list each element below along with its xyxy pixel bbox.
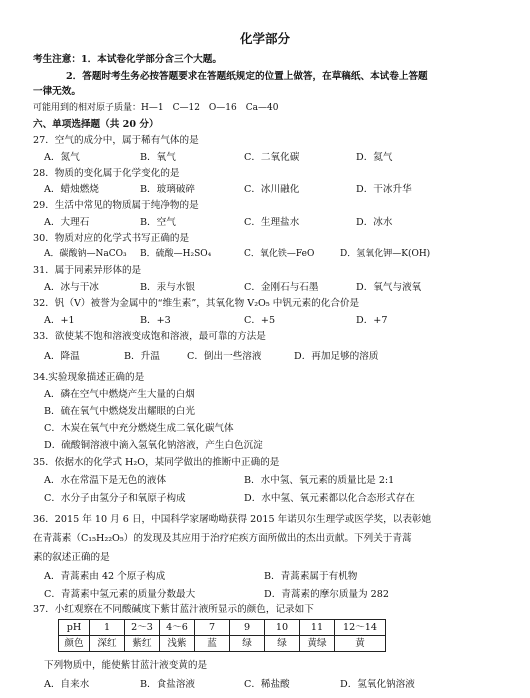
- option: C．冰川融化: [244, 184, 300, 195]
- table-cell: 绿: [230, 636, 265, 652]
- option: D．冰水: [356, 217, 393, 228]
- table-cell: 颜色: [59, 636, 90, 652]
- option-row: [0, 590, 530, 604]
- table-cell: 9: [230, 620, 265, 636]
- question-stem: 28．物质的变化属于化学变化的是: [33, 168, 180, 179]
- table-cell: 4～6: [160, 620, 195, 636]
- option: B．汞与水银: [140, 282, 196, 293]
- option: C．金刚石与石墨: [244, 282, 319, 293]
- notice-line-2: 2．答题时考生务必按答题要求在答题纸规定的位置上做答，在草稿纸、本试卷上答题: [66, 71, 428, 82]
- option: C．氧化铁—FeO: [244, 249, 315, 259]
- question-stem-continued: 素的叙述正确的是: [33, 552, 110, 563]
- table-cell: 黄绿: [300, 636, 335, 652]
- question-stem: 30．物质对应的化学式书写正确的是: [33, 233, 190, 244]
- table-cell: 蓝: [195, 636, 230, 652]
- option: D．水中氢、氧元素都以化合态形式存在: [244, 493, 415, 504]
- table-cell: 7: [195, 620, 230, 636]
- option: B．硫在氧气中燃烧发出耀眼的白光: [44, 406, 195, 417]
- option-row: [0, 316, 530, 330]
- notice-line-3: 一律无效。: [33, 86, 81, 97]
- option: A．自来水: [44, 679, 90, 690]
- option: B．玻璃破碎: [140, 184, 196, 195]
- question-stem: 32．钒（V）被誉为金属中的“维生素”，其氧化物 V₂O₅ 中钒元素的化合价是: [33, 298, 360, 309]
- option: D．+7: [356, 315, 388, 326]
- option: B．+3: [140, 315, 171, 326]
- question-stem: 36．2015 年 10 月 6 日，中国科学家屠呦呦获得 2015 年诺贝尔生理学或医学奖，以表彰她: [33, 514, 432, 525]
- option: D．氢氧化钠溶液: [340, 679, 415, 690]
- option: B．硫酸—H₂SO₄: [140, 249, 212, 259]
- option-row: [0, 494, 530, 508]
- option: A．氮气: [44, 152, 80, 163]
- option: A．水在常温下是无色的液体: [44, 475, 167, 486]
- option: C．二氧化碳: [244, 152, 300, 163]
- option-row: [0, 250, 530, 264]
- option: C．水分子由氢分子和氧原子构成: [44, 493, 186, 504]
- option-row: [0, 476, 530, 490]
- option: C．青蒿素中氢元素的质量分数最大: [44, 589, 196, 600]
- section-header: 六、单项选择题（共 20 分）: [33, 119, 159, 130]
- atomic-mass-line: 可能用到的相对原子质量：H—1 C—12 O—16 Ca—40: [33, 103, 279, 113]
- option-row: [0, 572, 530, 586]
- option: C．倒出一些溶液: [187, 351, 262, 362]
- question-stem: 33．欲使某不饱和溶液变成饱和溶液，最可靠的方法是: [33, 331, 266, 342]
- question-stem: 27．空气的成分中，属于稀有气体的是: [33, 135, 199, 146]
- option: D．氢氧化钾—K(OH): [340, 249, 431, 259]
- option: D．干冰升华: [356, 184, 412, 195]
- option: A．蜡烛燃烧: [44, 184, 99, 195]
- option: A．磷在空气中燃烧产生大量的白烟: [44, 389, 195, 400]
- option: A．冰与干冰: [44, 282, 99, 293]
- table-cell: 黄: [335, 636, 386, 652]
- page-title: 化学部分: [239, 31, 290, 46]
- table-cell: 1: [90, 620, 125, 636]
- option: B．升温: [124, 351, 160, 362]
- option: B．食盐溶液: [140, 679, 196, 690]
- option: A．大理石: [44, 217, 90, 228]
- table-cell: 紫红: [125, 636, 160, 652]
- option-row: [0, 680, 530, 694]
- table-cell: 2～3: [125, 620, 160, 636]
- question-stem: 29．生活中常见的物质属于纯净物的是: [33, 200, 199, 211]
- option-row: [0, 153, 530, 167]
- option-row: [0, 283, 530, 297]
- question-stem: 35．依据水的化学式 H₂O，某同学做出的推断中正确的是: [33, 457, 280, 468]
- table-cell: 11: [300, 620, 335, 636]
- option: B．氧气: [140, 152, 176, 163]
- option: B．水中氢、氧元素的质量比是 2:1: [244, 475, 395, 486]
- option: A．青蒿素由 42 个原子构成: [44, 571, 166, 582]
- question-stem: 31．属于同素异形体的是: [33, 265, 142, 276]
- option: D．氧气与液氧: [356, 282, 422, 293]
- table-cell: 深红: [90, 636, 125, 652]
- notice-line-1: 考生注意：1．本试卷化学部分含三个大题。: [33, 54, 222, 65]
- option: A．降温: [44, 351, 80, 362]
- option: D．硫酸铜溶液中滴入氢氧化钠溶液，产生白色沉淀: [44, 440, 263, 451]
- option: C．木炭在氧气中充分燃烧生成二氧化碳气体: [44, 423, 234, 434]
- table-cell: 浅紫: [160, 636, 195, 652]
- table-row: [59, 620, 386, 636]
- table-cell: 10: [265, 620, 300, 636]
- option-row: [0, 352, 530, 366]
- table-cell: pH: [59, 620, 90, 636]
- option: D．青蒿素的摩尔质量为 282: [264, 589, 389, 600]
- question-stem: 37．小红观察在不同酸碱度下紫甘蓝汁液所显示的颜色，记录如下: [33, 604, 314, 615]
- option: B．青蒿素属于有机物: [264, 571, 358, 582]
- option: A．+1: [44, 315, 75, 326]
- ph-color-table: [58, 619, 386, 652]
- table-cell: 12～14: [335, 620, 386, 636]
- option: C．+5: [244, 315, 276, 326]
- table-cell: 绿: [265, 636, 300, 652]
- option-row: [0, 218, 530, 232]
- option-row: [0, 185, 530, 199]
- option: B．空气: [140, 217, 176, 228]
- option: C．生理盐水: [244, 217, 300, 228]
- question-stem: 34.实验现象描述正确的是: [33, 372, 145, 383]
- question-stem-continued: 在青蒿素（C₁₅H₂₂O₅）的发现及其应用于治疗疟疾方面所做出的杰出贡献。下列关于青蒿: [33, 533, 412, 544]
- option: C．稀盐酸: [244, 679, 290, 690]
- option: D．再加足够的溶质: [294, 351, 379, 362]
- option: A．碳酸钠—NaCO₃: [44, 249, 127, 259]
- option: D．氦气: [356, 152, 393, 163]
- table-row: [59, 636, 386, 652]
- question-followup: 下列物质中，能使紫甘蓝汁液变黄的是: [44, 660, 208, 671]
